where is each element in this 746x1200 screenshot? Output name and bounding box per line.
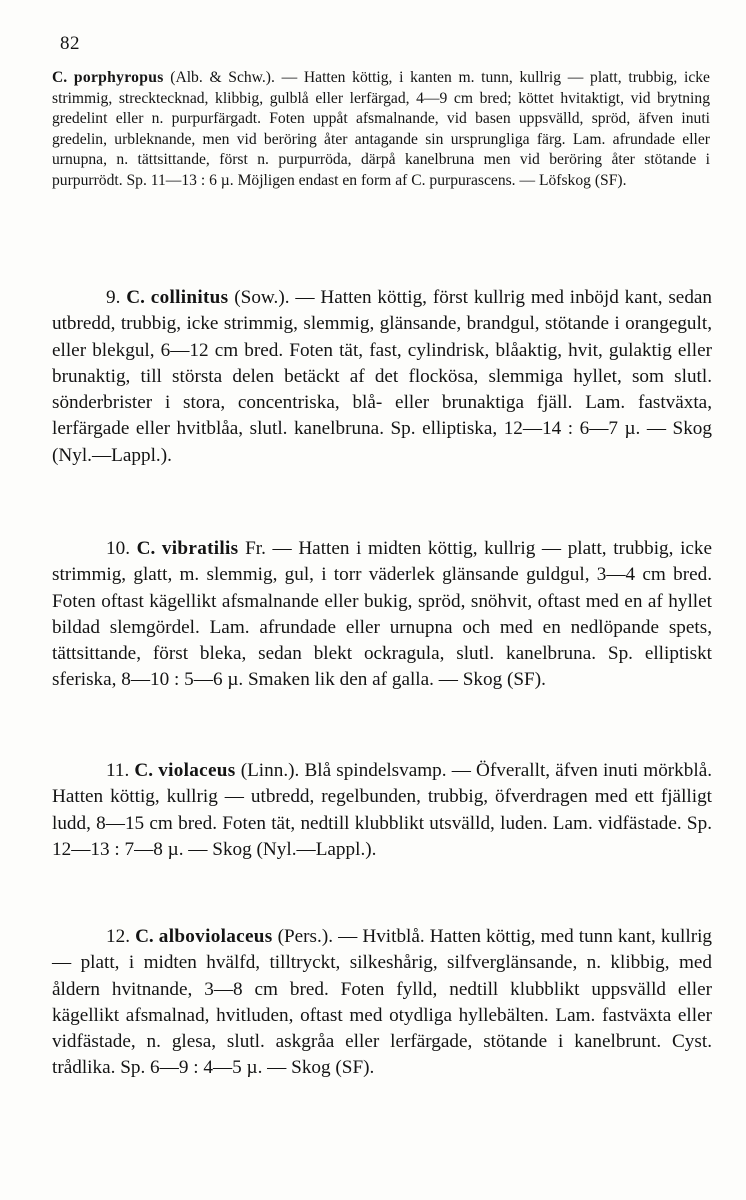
entry-author: (Linn.). — [240, 760, 300, 781]
entry-description: — Hatten köttig, i kanten m. tunn, kullrig — platt, trubbig, icke strimmig, strecktecknad, klibbig, gulblå eller lerfärgad, 4—9 cm bred; köttet hvitaktigt, vid brytning gredelint eller n. purpurfärgadt. Foten uppåt afsmalnande, vid basen uppsvälld, spröd, äfven inuti gredelin, urbleknande, men vid beröring åter antagande sin ursprungliga färg. Lam. afrundade eller urnupna, n. tättsittande, först n. purpurröda, därpå kanelbruna men vid beröring åter stötande i purpurrödt. Sp. 11—13 : 6 µ. Möjligen endast en form af C. purpurascens. — Löfskog (SF). — [52, 69, 710, 189]
entry-alboviolaceus — [52, 924, 712, 1082]
entry-genus: C. — [136, 538, 156, 559]
entry-collinitus — [52, 285, 712, 469]
entry-vibratilis — [52, 536, 712, 694]
entry-genus: C. — [134, 760, 154, 781]
entry-genus: C. — [52, 69, 68, 86]
entry-number: 9. — [106, 287, 121, 308]
entry-author: (Alb. & Schw.). — [170, 69, 275, 86]
entry-number: 10. — [106, 538, 130, 559]
entry-description: — Hatten köttig, först kullrig med inböjd kant, sedan utbredd, trubbig, icke strimmig, slemmig, glänsande, brandgul, stötande i orangegult, eller blekgul, 6—12 cm bred. Foten tät, fast, cylindrisk, blåaktig, hvit, gulaktig eller brunaktig, till största delen betäckt af det flockösa, slemmiga hyllet, som slutl. sönderbrister i stora, concentriska, blå- eller brunaktiga fjäll. Lam. fastväxta, lerfärgade eller hvitblåa, slutl. kanelbruna. Sp. elliptiska, 12—14 : 6—7 µ. — Skog (Nyl.—Lappl.). — [52, 287, 713, 466]
entry-number: 12. — [106, 926, 130, 947]
entry-author: (Pers.). — [277, 926, 334, 947]
entry-description: — Hatten i midten köttig, kullrig — platt, trubbig, icke strimmig, glatt, m. slemmig, gul, i torr väderlek glänsande guldgul, 3—4 cm bred. Foten oftast kägellikt afsmalnande eller bukig, spröd, snöhvit, oftast med en af hyllet bildad slemgördel. Lam. afrundade eller urnupna och med en nedlöpande spets, tättsittande, först bleka, sedan blekt ockragula, slutl. kanelbruna. Sp. elliptiskt sferiska, 8—10 : 5—6 µ. Smaken lik den af galla. — Skog (SF). — [52, 538, 713, 691]
entry-genus: C. — [126, 287, 145, 308]
entry-porphyropus — [52, 68, 710, 192]
entry-species: collinitus — [150, 287, 229, 308]
entry-species: alboviolaceus — [158, 926, 273, 947]
page-number: 82 — [60, 33, 80, 54]
entry-genus: C. — [135, 926, 154, 947]
entry-description: Blå spindelsvamp. — Öfverallt, äfven inuti mörkblå. Hatten köttig, kullrig — utbredd, regelbunden, trubbig, öfverdragen med ett fjälligt ludd, 8—15 cm bred. Foten tät, nedtill klubblikt utsvälld, luden. Lam. vidfästade. Sp. 12—13 : 7—8 µ. — Skog (Nyl.—Lappl.). — [52, 760, 713, 860]
entry-species: violaceus — [158, 760, 236, 781]
entry-author: (Sow.). — [234, 287, 290, 308]
entry-violaceus — [52, 758, 712, 863]
entry-number: 11. — [106, 760, 130, 781]
entry-author: Fr. — [245, 538, 266, 559]
entry-species: porphyropus — [73, 69, 164, 86]
entry-species: vibratilis — [161, 538, 239, 559]
entry-description: — Hvitblå. Hatten köttig, med tunn kant, kullrig — platt, i midten hvälfd, tilltryckt, silkeshårig, silfverglänsande, n. klibbig, med åldern hvitnande, 3—8 cm bred. Foten fylld, nedtill klubblikt uppsvälld eller kägellikt afsmalnad, hvitluden, oftast med otydliga hyllebälten. Lam. fastväxta eller vidfästade, n. glesa, slutl. askgråa eller lerfärgade, stötande i kanelbrunt. Cyst. trådlika. Sp. 6—9 : 4—5 µ. — Skog (SF). — [52, 926, 713, 1079]
